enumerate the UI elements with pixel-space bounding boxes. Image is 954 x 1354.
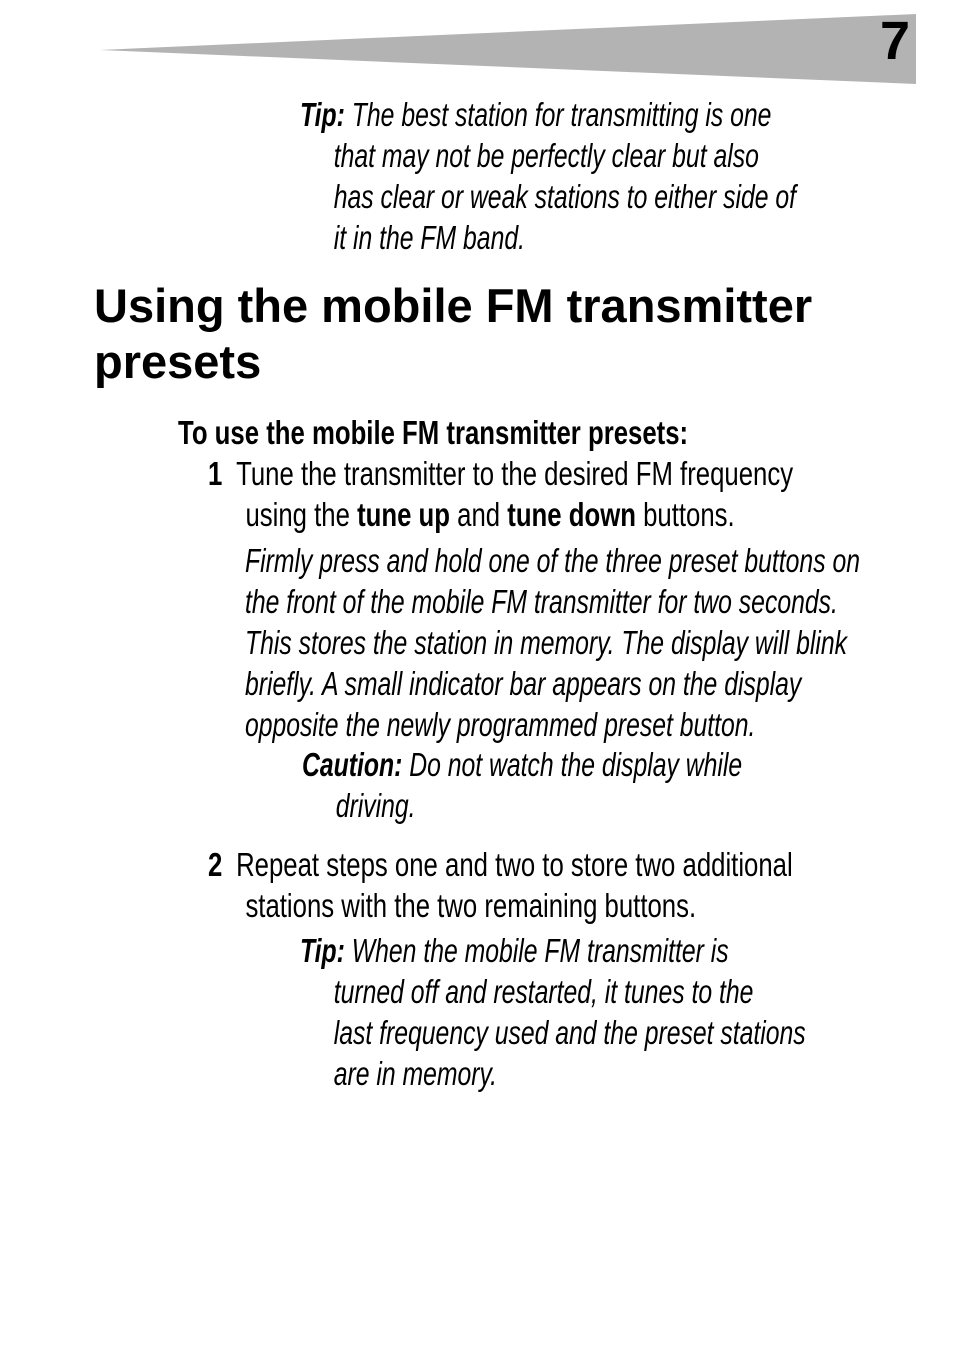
- section-title: Using the mobile FM transmitter presets: [94, 279, 813, 388]
- tip-line: that may not be perfectly clear but also: [333, 137, 759, 174]
- step-1: [208, 453, 793, 535]
- tip-line: The best station for transmitting is one: [351, 96, 772, 133]
- result-line: the front of the mobile FM transmitter for two seconds.: [245, 583, 838, 620]
- step-text-part: and: [450, 496, 508, 533]
- caution-line: driving.: [335, 787, 416, 824]
- page-number: 7: [879, 11, 910, 71]
- header-wedge: [100, 11, 916, 84]
- tip-label: Tip:: [300, 96, 345, 133]
- step-number: 1: [208, 455, 223, 492]
- step-text: Tune the transmitter to the desired FM frequency: [236, 455, 794, 492]
- tip-line: it in the FM band.: [333, 219, 525, 256]
- step-text-continued: stations with the two remaining buttons.: [245, 887, 697, 924]
- step-2: [208, 844, 793, 926]
- tune-up-term: tune up: [357, 496, 451, 533]
- tip-line: are in memory.: [333, 1055, 497, 1092]
- tip-line: has clear or weak stations to either side of: [333, 178, 796, 215]
- tip-label: Tip:: [300, 932, 345, 969]
- result-line: opposite the newly programmed preset button.: [245, 706, 756, 743]
- caution-line: Do not watch the display while: [409, 746, 743, 783]
- result-line: briefly. A small indicator bar appears on the display: [245, 665, 802, 702]
- header-band: [0, 0, 954, 90]
- step-number: 2: [208, 846, 223, 883]
- tip-line: When the mobile FM transmitter is: [351, 932, 729, 969]
- result-line: This stores the station in memory. The display will blink: [245, 624, 848, 661]
- result-line: Firmly press and hold one of the three preset buttons on: [245, 542, 860, 579]
- step-text-part: buttons.: [635, 496, 735, 533]
- tip-line: turned off and restarted, it tunes to the: [333, 973, 754, 1010]
- caution-note: [302, 744, 742, 826]
- step-text-continued: [208, 494, 793, 535]
- step-text-part: using the: [245, 496, 358, 533]
- tip-line: last frequency used and the preset stations: [333, 1014, 806, 1051]
- step-text: Repeat steps one and two to store two additional: [236, 846, 793, 883]
- tip-top: [300, 94, 796, 258]
- procedure-heading: To use the mobile FM transmitter presets:: [178, 414, 689, 451]
- tip-bottom: [300, 930, 806, 1094]
- tune-down-term: tune down: [507, 496, 636, 533]
- step-1-result: [245, 540, 860, 745]
- caution-label: Caution:: [302, 746, 403, 783]
